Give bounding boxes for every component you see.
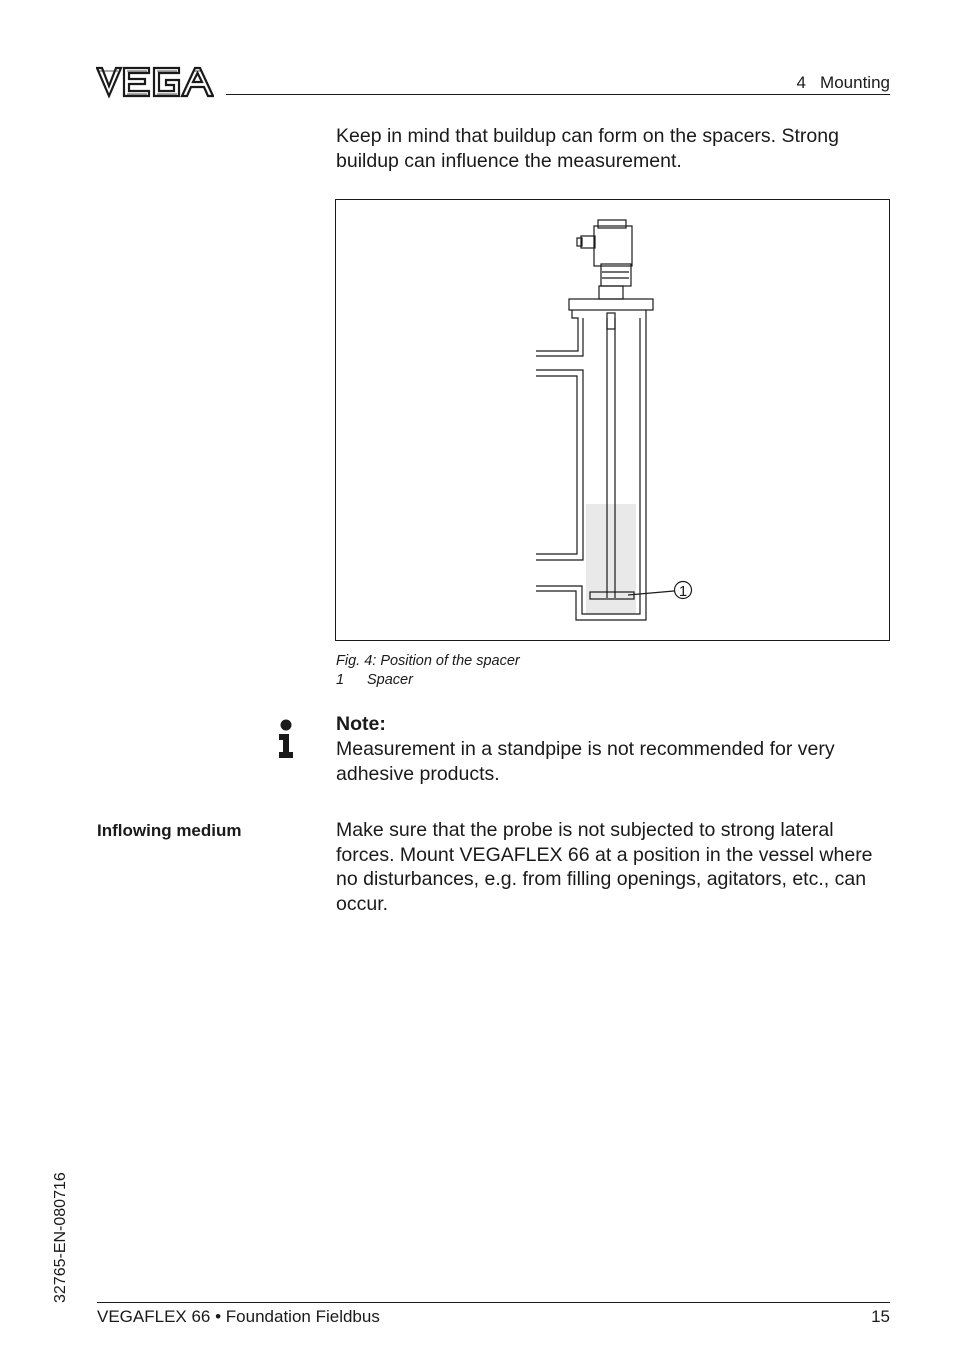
spacer-figure (335, 199, 890, 641)
figure-legend-item (336, 671, 413, 690)
header-rule (226, 94, 890, 95)
info-icon (277, 719, 295, 759)
figure-caption: Fig. 4: Position of the spacer (336, 653, 520, 669)
legend-number: 1 (336, 672, 345, 688)
standpipe-diagram (336, 200, 889, 640)
figure-callout-number: 1 (678, 583, 688, 600)
footer-rule (97, 1302, 890, 1303)
note-title: Note: (336, 713, 386, 735)
side-heading: Inflowing medium (97, 821, 242, 840)
vega-logo (96, 66, 214, 98)
intro-paragraph: Keep in mind that buildup can form on the spacers. Strong buildup can influence the measurement. (336, 125, 839, 172)
footer-title: VEGAFLEX 66 • Foundation Fieldbus (97, 1307, 380, 1326)
inflowing-paragraph: Make sure that the probe is not subjected to strong lateral forces. Mount VEGAFLEX 66 at a position in the vessel where no disturbances, e.g. from filling openings, agitators, etc., can occur. (336, 819, 873, 915)
section-label: 4 Mounting (796, 73, 890, 92)
note-text: Measurement in a standpipe is not recommended for very adhesive products. (336, 738, 835, 785)
document-id: 32765-EN-080716 (52, 1172, 69, 1303)
page-number: 15 (871, 1307, 890, 1326)
legend-label: Spacer (367, 672, 413, 688)
